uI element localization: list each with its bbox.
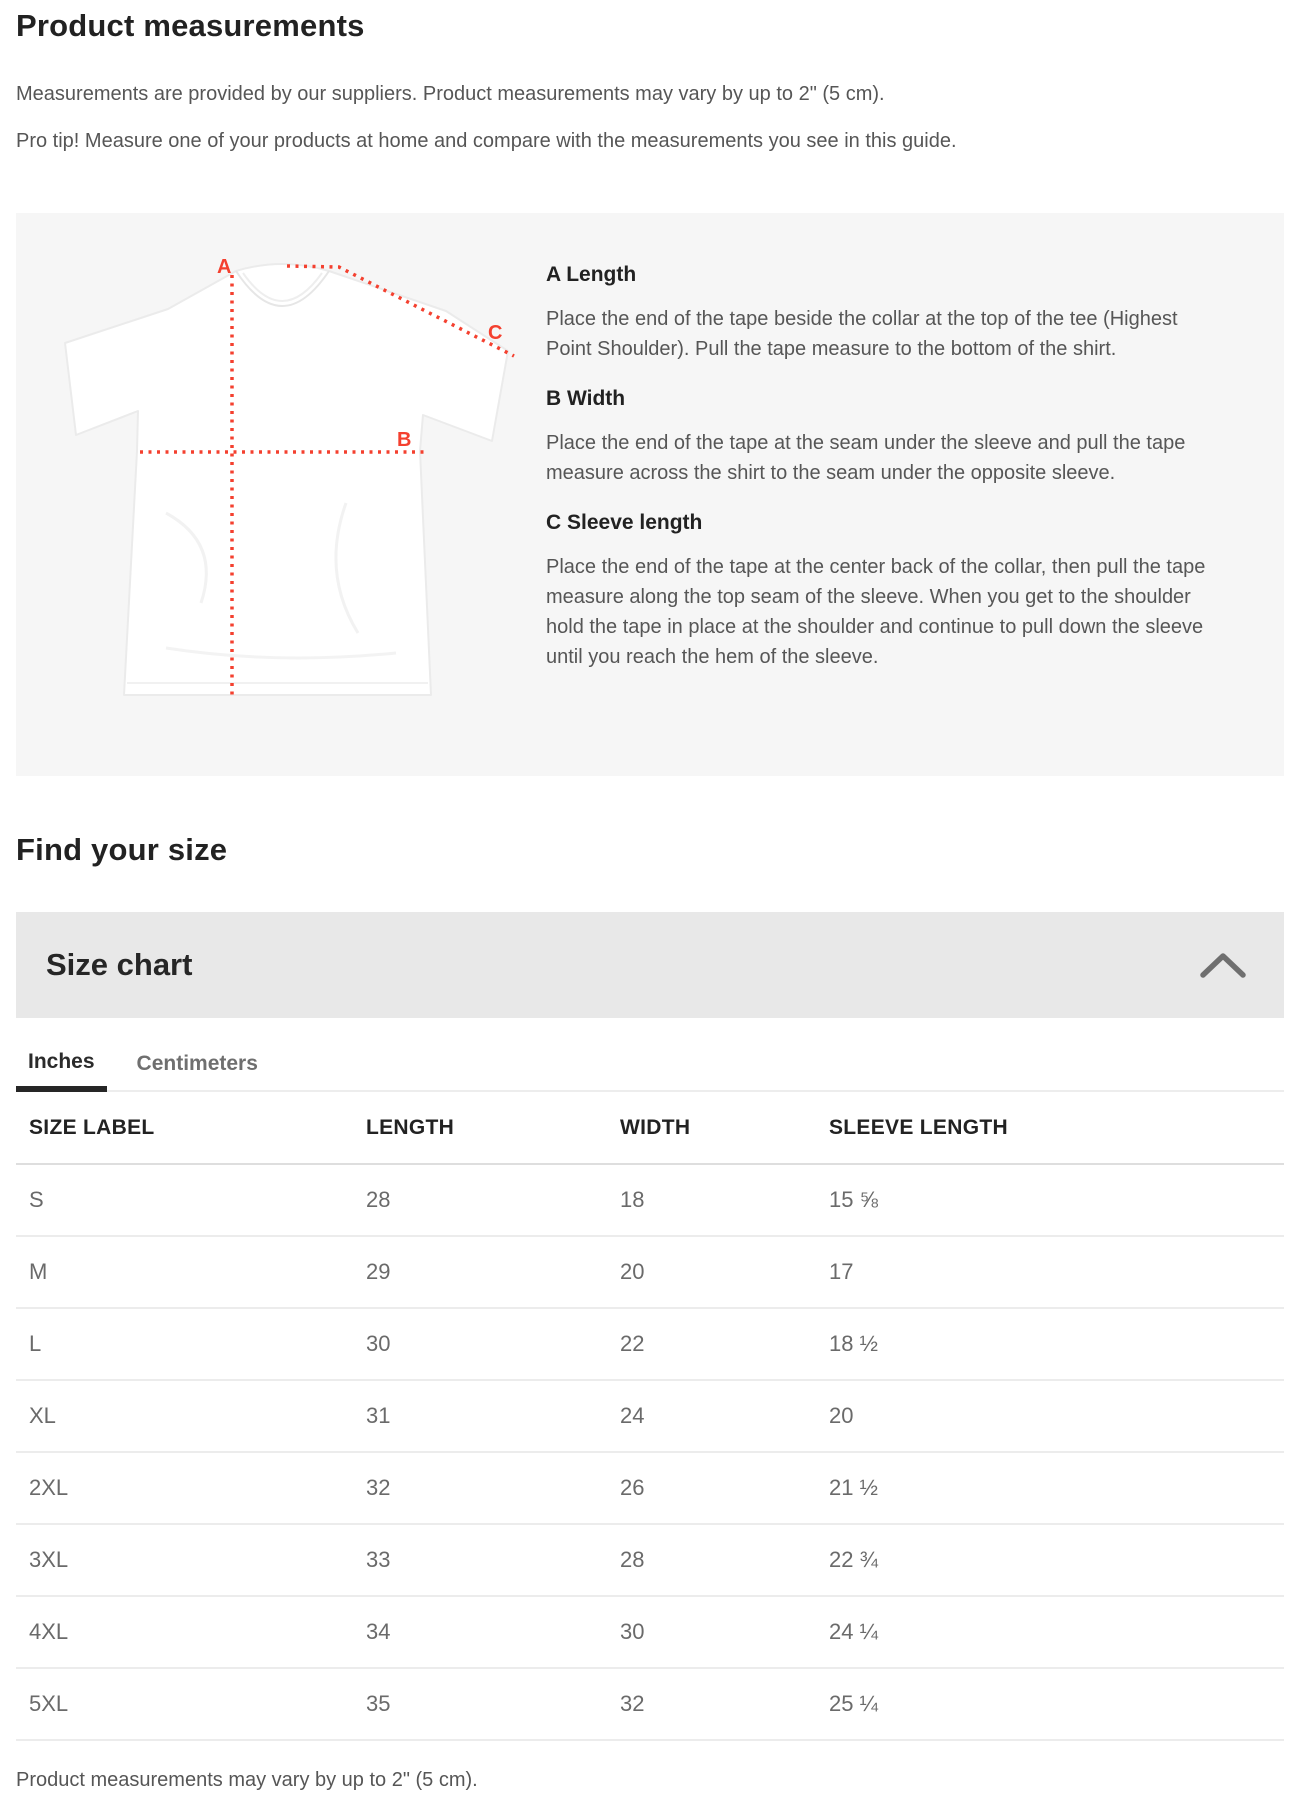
sleeve-length-description: Place the end of the tape at the center back of the collar, then pull the tape measure along the top seam of the sleeve. When you get to the shoulder hold the tape in place at the shoulder and continue to pull down the sleeve until you reach the hem of the sleeve. [546, 556, 1206, 668]
tab-inches[interactable]: Inches [16, 1040, 107, 1092]
sleeve-cell: 17 [816, 1236, 1284, 1308]
length-cell: 34 [353, 1596, 607, 1668]
width-cell: 26 [607, 1452, 816, 1524]
size-cell: S [16, 1164, 353, 1236]
col-size-label: SIZE LABEL [16, 1092, 353, 1164]
table-row [16, 1668, 1284, 1740]
find-your-size-title: Find your size [16, 832, 228, 867]
sleeve-length-heading: C Sleeve length [546, 511, 703, 534]
size-cell: 2XL [16, 1452, 353, 1524]
size-cell: XL [16, 1380, 353, 1452]
length-section [546, 263, 1216, 364]
table-row [16, 1308, 1284, 1380]
sleeve-cell: 25 ¼ [816, 1668, 1284, 1740]
table-row [16, 1452, 1284, 1524]
width-section [546, 387, 1216, 488]
sleeve-length-section [546, 511, 1216, 672]
table-row [16, 1236, 1284, 1308]
width-heading: B Width [546, 387, 626, 410]
sleeve-cell: 18 ½ [816, 1308, 1284, 1380]
col-width: WIDTH [607, 1092, 816, 1164]
length-heading: A Length [546, 263, 637, 286]
width-cell: 28 [607, 1524, 816, 1596]
page-title: Product measurements [16, 8, 365, 43]
length-cell: 28 [353, 1164, 607, 1236]
table-row [16, 1596, 1284, 1668]
measurement-guide-panel [16, 213, 1284, 776]
width-cell: 18 [607, 1164, 816, 1236]
width-description: Place the end of the tape at the seam under the sleeve and pull the tape measure across the shirt to the seam under the opposite sleeve. [546, 432, 1186, 484]
sleeve-cell: 15 ⅝ [816, 1164, 1284, 1236]
table-row [16, 1380, 1284, 1452]
size-chart-table [16, 1092, 1284, 1741]
collapse-button[interactable] [1200, 951, 1246, 979]
length-cell: 35 [353, 1668, 607, 1740]
chevron-up-icon [1200, 967, 1246, 982]
width-cell: 20 [607, 1236, 816, 1308]
measurements-disclaimer: Product measurements may vary by up to 2" (5 cm). [16, 1769, 478, 1791]
length-cell: 32 [353, 1452, 607, 1524]
length-cell: 30 [353, 1308, 607, 1380]
sleeve-cell: 21 ½ [816, 1452, 1284, 1524]
size-cell: 4XL [16, 1596, 353, 1668]
table-row [16, 1524, 1284, 1596]
width-cell: 22 [607, 1308, 816, 1380]
marker-a-label: A [217, 256, 232, 278]
measurement-instructions [536, 213, 1276, 776]
marker-b-label: B [397, 429, 412, 451]
length-description: Place the end of the tape beside the collar at the top of the tee (Highest Point Shoulder). Pull the tape measure to the bottom of the shirt. [546, 308, 1178, 360]
sleeve-cell: 22 ¾ [816, 1524, 1284, 1596]
units-tabs [16, 1040, 1284, 1092]
width-cell: 30 [607, 1596, 816, 1668]
size-chart-title: Size chart [46, 947, 193, 982]
pro-tip-text: Pro tip! Measure one of your products at home and compare with the measurements you see in this guide. [16, 130, 957, 152]
length-cell: 29 [353, 1236, 607, 1308]
tab-centimeters[interactable]: Centimeters [125, 1040, 270, 1090]
size-cell: 3XL [16, 1524, 353, 1596]
size-cell: 5XL [16, 1668, 353, 1740]
size-cell: L [16, 1308, 353, 1380]
marker-c-label: C [488, 322, 503, 344]
tshirt-diagram [16, 213, 536, 776]
tshirt-measurement-illustration [16, 213, 536, 776]
width-cell: 32 [607, 1668, 816, 1740]
table-row [16, 1164, 1284, 1236]
intro-text: Measurements are provided by our suppliers. Product measurements may vary by up to 2" (5 cm). [16, 83, 885, 105]
width-cell: 24 [607, 1380, 816, 1452]
col-length: LENGTH [353, 1092, 607, 1164]
size-chart-accordion-header[interactable] [16, 912, 1284, 1018]
length-cell: 31 [353, 1380, 607, 1452]
size-cell: M [16, 1236, 353, 1308]
sleeve-cell: 20 [816, 1380, 1284, 1452]
tshirt-body [65, 264, 508, 695]
sleeve-cell: 24 ¼ [816, 1596, 1284, 1668]
col-sleeve-length: SLEEVE LENGTH [816, 1092, 1284, 1164]
length-cell: 33 [353, 1524, 607, 1596]
table-header-row [16, 1092, 1284, 1164]
intro-block [16, 80, 1284, 156]
